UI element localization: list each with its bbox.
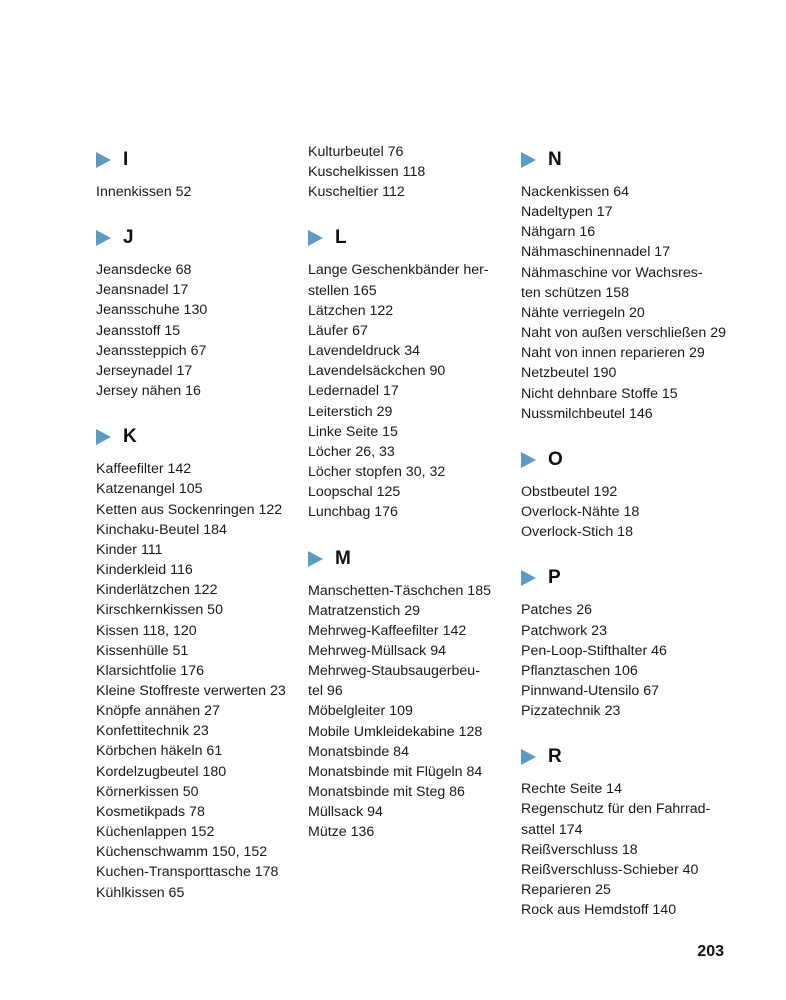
triangle-marker-icon: [308, 230, 323, 246]
index-entry: Nussmilchbeutel 146: [521, 405, 653, 422]
section-heading: [521, 146, 721, 174]
index-entry: Manschetten-Täschchen 185: [308, 582, 491, 599]
index-entry: Innenkissen 52: [96, 184, 192, 200]
index-entry: Kissen 118, 120: [96, 622, 197, 639]
index-entry: Mehrweg-Müllsack 94: [308, 642, 446, 659]
section-letter: K: [123, 426, 137, 448]
index-entry: Leiterstich 29: [308, 403, 393, 420]
index-entry: Mehrweg-Kaffeefilter 142: [308, 622, 467, 639]
index-entry: Katzenangel 105: [96, 481, 203, 498]
section-heading: [521, 743, 721, 771]
index-entry: Kuschelkissen 118: [308, 164, 426, 181]
section-letter: N: [548, 149, 562, 170]
section-heading: [521, 446, 721, 474]
index-entry: Kaffeefilter 142: [96, 461, 192, 478]
index-entry: Möbelgleiter 109: [308, 703, 413, 720]
index-entry: Löcher stopfen 30, 32: [308, 464, 446, 481]
index-entry: Lavendeldruck 34: [308, 343, 421, 360]
section-heading: [521, 564, 721, 592]
index-entry: Lätzchen 122: [308, 302, 394, 319]
index-entry: Mehrweg-Staubsaugerbeu-: [308, 663, 480, 680]
index-entry: ten schützen 158: [521, 284, 630, 301]
index-entry: Jeansnadel 17: [96, 282, 189, 299]
index-entry: Kordelzugbeutel 180: [96, 763, 227, 780]
index-section: [308, 224, 508, 522]
index-entry: Pflanztaschen 106: [521, 662, 638, 679]
index-entry: Jeanssteppich 67: [96, 342, 207, 359]
index-entry: Küchenschwamm 150, 152: [96, 844, 268, 861]
index-section: [521, 743, 721, 920]
index-entry: Netzbeutel 190: [521, 365, 617, 382]
index-entry: Jeansschuhe 130: [96, 302, 208, 319]
section-letter: R: [548, 746, 562, 768]
index-entry: Rock aus Hemdstoff 140: [521, 902, 677, 919]
index-entry: Kulturbeutel 76: [308, 144, 404, 160]
index-section: [308, 545, 508, 843]
index-entry: Löcher 26, 33: [308, 443, 395, 460]
index-entry: Kinder 111: [96, 541, 163, 558]
index-entry: Kosmetikpads 78: [96, 803, 205, 820]
section-heading: [96, 224, 296, 252]
index-entry: Jeansdecke 68: [96, 262, 192, 279]
index-entry: Lunchbag 176: [308, 504, 398, 521]
index-entry: Monatsbinde mit Steg 86: [308, 784, 465, 801]
triangle-marker-icon: [96, 152, 111, 168]
index-section: [96, 423, 296, 902]
index-entry: Küchenlappen 152: [96, 824, 215, 841]
triangle-marker-icon: [521, 152, 536, 168]
index-entry: Lange Geschenkbänder her-: [308, 262, 489, 279]
index-entry: Monatsbinde mit Flügeln 84: [308, 763, 483, 780]
index-column-3: [521, 142, 727, 920]
index-entry: Naht von innen reparieren 29: [521, 345, 705, 362]
section-heading: [308, 545, 508, 573]
index-entry: Jerseynadel 17: [96, 362, 193, 379]
index-entry: Nähmaschinennadel 17: [521, 244, 671, 261]
triangle-marker-icon: [521, 749, 536, 765]
index-entry: Loopschal 125: [308, 484, 401, 501]
index-entry: Kleine Stoffreste verwerten 23: [96, 682, 286, 699]
section-letter: I: [123, 149, 129, 170]
index-entry: Knöpfe annähen 27: [96, 703, 220, 720]
index-entry: Reparieren 25: [521, 882, 611, 899]
index-entry: Kuscheltier 112: [308, 184, 405, 201]
index-entry: Overlock-Nähte 18: [521, 504, 640, 521]
index-entry: Regenschutz für den Fahrrad-: [521, 801, 711, 818]
index-entry: Ledernadel 17: [308, 383, 399, 400]
section-letter: L: [335, 227, 347, 249]
index-entry: Obstbeutel 192: [521, 483, 618, 500]
index-entry: Patchwork 23: [521, 622, 607, 639]
index-entry: Rechte Seite 14: [521, 781, 622, 798]
index-entry: Nadeltypen 17: [521, 204, 613, 221]
index-entry: Pinnwand-Utensilo 67: [521, 682, 660, 699]
index-entry: Nähgarn 16: [521, 224, 596, 241]
section-heading: [96, 146, 296, 174]
index-entry: Ketten aus Sockenringen 122: [96, 501, 283, 518]
page-number: 203: [697, 943, 724, 960]
triangle-marker-icon: [521, 452, 536, 468]
section-heading: [96, 423, 296, 451]
index-section: [521, 564, 721, 721]
section-letter: J: [123, 227, 134, 249]
index-entry: Läufer 67: [308, 322, 368, 339]
index-entry: Müllsack 94: [308, 804, 383, 821]
index-entry: Kinderkleid 116: [96, 562, 193, 579]
index-entry: stellen 165: [308, 282, 377, 299]
index-column-2: [308, 142, 508, 843]
index-entry: Nähmaschine vor Wachsres-: [521, 264, 703, 281]
index-entry: Reißverschluss 18: [521, 841, 638, 858]
triangle-marker-icon: [96, 230, 111, 246]
index-entry: tel 96: [308, 683, 343, 700]
index-entry: Matratzenstich 29: [308, 602, 420, 619]
index-section: [96, 146, 296, 202]
index-entry: Overlock-Stich 18: [521, 524, 633, 541]
section-letter: P: [548, 567, 561, 589]
index-entry: Kinderlätzchen 122: [96, 582, 218, 599]
index-entry: Pen-Loop-Stifthalter 46: [521, 642, 667, 659]
index-entry: Körbchen häkeln 61: [96, 743, 223, 760]
index-section: [521, 146, 727, 424]
index-entry: Naht von außen verschließen 29: [521, 325, 727, 342]
index-continued-entries: [308, 142, 508, 202]
index-entry: Reißverschluss-Schieber 40: [521, 861, 699, 878]
index-entry: Jersey nähen 16: [96, 383, 201, 400]
index-entry: Kuchen-Transporttasche 178: [96, 864, 279, 881]
index-entry: Pizzatechnik 23: [521, 703, 621, 720]
index-column-1: [96, 142, 296, 903]
index-entry: Mobile Umkleidekabine 128: [308, 723, 483, 740]
index-entry: Jeansstoff 15: [96, 322, 181, 339]
section-letter: O: [548, 448, 563, 470]
triangle-marker-icon: [96, 429, 111, 445]
index-entry: Kissenhülle 51: [96, 642, 189, 659]
index-entry: Konfettitechnik 23: [96, 723, 209, 740]
index-entry: Monatsbinde 84: [308, 743, 409, 760]
section-heading: [308, 224, 508, 252]
index-section: [96, 224, 296, 401]
index-entry: Kinchaku-Beutel 184: [96, 521, 227, 538]
index-entry: Klarsichtfolie 176: [96, 662, 205, 679]
triangle-marker-icon: [521, 570, 536, 586]
index-entry: Kirschkernkissen 50: [96, 602, 223, 619]
index-entry: sattel 174: [521, 821, 583, 838]
index-entry: Nackenkissen 64: [521, 184, 630, 200]
index-entry: Lavendelsäckchen 90: [308, 363, 446, 380]
index-section: [521, 446, 721, 542]
index-entry: Körnerkissen 50: [96, 783, 199, 800]
index-entry: Linke Seite 15: [308, 423, 398, 440]
index-entry: Kühlkissen 65: [96, 884, 185, 901]
index-entry: Mütze 136: [308, 824, 375, 841]
triangle-marker-icon: [308, 551, 323, 567]
index-entry: Nähte verriegeln 20: [521, 304, 645, 321]
index-entry: Patches 26: [521, 602, 592, 619]
section-letter: M: [335, 547, 351, 569]
index-entry: Nicht dehnbare Stoffe 15: [521, 385, 678, 402]
